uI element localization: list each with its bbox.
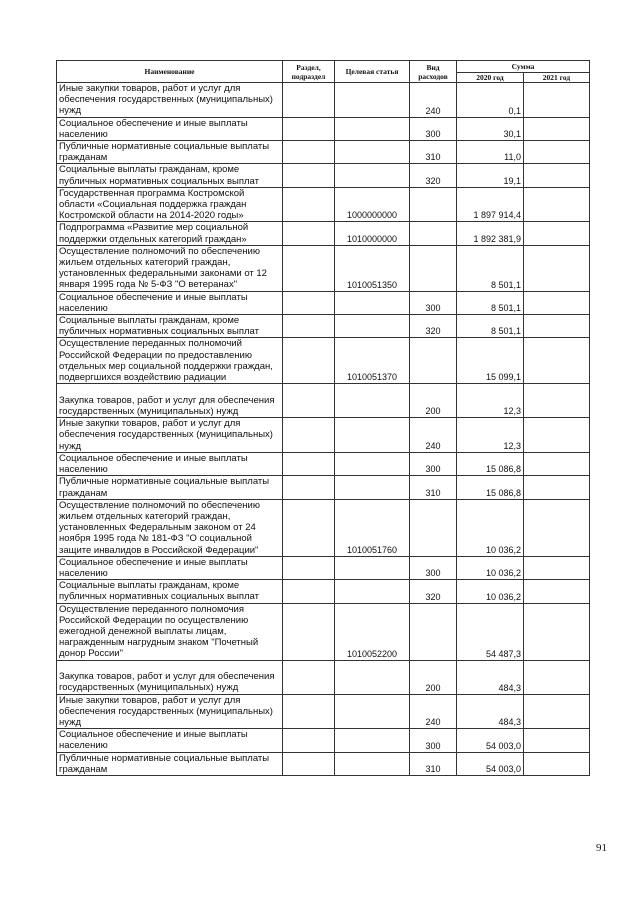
table-row xyxy=(57,499,590,556)
table-header xyxy=(57,61,590,83)
row-sum-2020: 15 086,8 xyxy=(457,476,524,499)
row-section xyxy=(283,187,335,222)
row-sum-2021 xyxy=(524,603,590,660)
row-section xyxy=(283,245,335,291)
table-row xyxy=(57,418,590,453)
row-name: Подпрограмма «Развитие мер социальной поддержки отдельных категорий граждан» xyxy=(57,222,283,245)
row-sum-2021 xyxy=(524,452,590,475)
row-section xyxy=(283,418,335,453)
row-section xyxy=(283,499,335,556)
row-name: Социальное обеспечение и иные выплаты населению xyxy=(57,729,283,752)
row-sum-2020: 10 036,2 xyxy=(457,580,524,603)
row-sum-2020: 0,1 xyxy=(457,83,524,118)
table-row xyxy=(57,476,590,499)
row-sum-2021 xyxy=(524,187,590,222)
row-sum-2021 xyxy=(524,141,590,164)
row-expense-type xyxy=(410,603,457,660)
row-name: Социальное обеспечение и иные выплаты населению xyxy=(57,452,283,475)
row-sum-2020: 10 036,2 xyxy=(457,499,524,556)
row-expense-type: 310 xyxy=(410,141,457,164)
table-row xyxy=(57,556,590,579)
header-year-2020: 2020 год xyxy=(457,73,524,83)
row-sum-2021 xyxy=(524,729,590,752)
table-row xyxy=(57,83,590,118)
table-row xyxy=(57,117,590,140)
row-expense-type: 240 xyxy=(410,83,457,118)
table-row xyxy=(57,315,590,338)
table-row xyxy=(57,164,590,187)
row-target xyxy=(335,580,410,603)
table-row xyxy=(57,580,590,603)
row-target xyxy=(335,452,410,475)
row-name: Государственная программа Костромской области «Социальная поддержка граждан Костромской области на 2014-2020 годы» xyxy=(57,187,283,222)
row-target: 1010052200 xyxy=(335,603,410,660)
row-sum-2021 xyxy=(524,556,590,579)
row-sum-2021 xyxy=(524,660,590,694)
row-section xyxy=(283,729,335,752)
row-name: Осуществление полномочий по обеспечению жильем отдельных категорий граждан, установленных федеральными законами от 12 января 1995 года № 5-ФЗ "О ветеранах" xyxy=(57,245,283,291)
row-expense-type: 200 xyxy=(410,660,457,694)
budget-table xyxy=(56,60,590,776)
row-sum-2021 xyxy=(524,499,590,556)
row-expense-type: 300 xyxy=(410,291,457,314)
row-sum-2021 xyxy=(524,384,590,418)
row-section xyxy=(283,476,335,499)
row-sum-2020: 54 003,0 xyxy=(457,752,524,775)
row-section xyxy=(283,660,335,694)
row-expense-type: 320 xyxy=(410,580,457,603)
table-row xyxy=(57,752,590,775)
row-target xyxy=(335,694,410,729)
row-sum-2021 xyxy=(524,222,590,245)
row-sum-2021 xyxy=(524,580,590,603)
row-expense-type: 300 xyxy=(410,117,457,140)
row-target xyxy=(335,752,410,775)
row-section xyxy=(283,580,335,603)
row-sum-2020: 10 036,2 xyxy=(457,556,524,579)
row-sum-2020: 1 892 381,9 xyxy=(457,222,524,245)
row-section xyxy=(283,222,335,245)
row-target xyxy=(335,729,410,752)
row-sum-2021 xyxy=(524,117,590,140)
row-name: Иные закупки товаров, работ и услуг для обеспечения государственных (муниципальных) нужд xyxy=(57,83,283,118)
row-sum-2021 xyxy=(524,338,590,384)
row-name: Социальное обеспечение и иные выплаты населению xyxy=(57,556,283,579)
row-name: Публичные нормативные социальные выплаты гражданам xyxy=(57,476,283,499)
row-target xyxy=(335,556,410,579)
row-expense-type: 310 xyxy=(410,476,457,499)
row-sum-2020: 8 501,1 xyxy=(457,291,524,314)
row-sum-2021 xyxy=(524,694,590,729)
table-row xyxy=(57,338,590,384)
row-sum-2020: 8 501,1 xyxy=(457,315,524,338)
row-expense-type xyxy=(410,187,457,222)
row-section xyxy=(283,556,335,579)
row-name: Социальное обеспечение и иные выплаты населению xyxy=(57,117,283,140)
row-name: Социальное обеспечение и иные выплаты населению xyxy=(57,291,283,314)
page-number: 91 xyxy=(596,842,607,854)
table-row xyxy=(57,222,590,245)
row-sum-2021 xyxy=(524,164,590,187)
row-section xyxy=(283,315,335,338)
row-target xyxy=(335,164,410,187)
row-name: Осуществление переданного полномочия Российской Федерации по осуществлению ежегодной денежной выплаты лицам, награжденным нагрудным знаком "Почетный донор России" xyxy=(57,603,283,660)
row-sum-2020: 12,3 xyxy=(457,384,524,418)
row-target: 1010051350 xyxy=(335,245,410,291)
row-sum-2021 xyxy=(524,315,590,338)
row-expense-type xyxy=(410,338,457,384)
row-section xyxy=(283,603,335,660)
row-expense-type: 320 xyxy=(410,315,457,338)
row-target: 1000000000 xyxy=(335,187,410,222)
row-expense-type xyxy=(410,245,457,291)
row-target xyxy=(335,660,410,694)
row-target xyxy=(335,83,410,118)
row-target xyxy=(335,476,410,499)
row-expense-type: 300 xyxy=(410,556,457,579)
row-expense-type: 200 xyxy=(410,384,457,418)
header-target: Целевая статья xyxy=(335,61,410,83)
row-name: Иные закупки товаров, работ и услуг для обеспечения государственных (муниципальных) нужд xyxy=(57,694,283,729)
row-sum-2020: 15 086,8 xyxy=(457,452,524,475)
row-sum-2020: 54 003,0 xyxy=(457,729,524,752)
row-sum-2021 xyxy=(524,476,590,499)
table-row xyxy=(57,245,590,291)
row-name: Социальные выплаты гражданам, кроме публичных нормативных социальных выплат xyxy=(57,580,283,603)
row-target: 1010051760 xyxy=(335,499,410,556)
row-sum-2021 xyxy=(524,291,590,314)
row-expense-type: 320 xyxy=(410,164,457,187)
row-sum-2021 xyxy=(524,752,590,775)
row-section xyxy=(283,83,335,118)
row-section xyxy=(283,752,335,775)
header-year-2021: 2021 год xyxy=(524,73,590,83)
row-name: Закупка товаров, работ и услуг для обеспечения государственных (муниципальных) нужд xyxy=(57,660,283,694)
row-name: Публичные нормативные социальные выплаты гражданам xyxy=(57,752,283,775)
row-name: Закупка товаров, работ и услуг для обеспечения государственных (муниципальных) нужд xyxy=(57,384,283,418)
table-row xyxy=(57,694,590,729)
row-name: Социальные выплаты гражданам, кроме публичных нормативных социальных выплат xyxy=(57,164,283,187)
table-row xyxy=(57,187,590,222)
row-section xyxy=(283,694,335,729)
row-sum-2021 xyxy=(524,245,590,291)
row-name: Социальные выплаты гражданам, кроме публичных нормативных социальных выплат xyxy=(57,315,283,338)
row-section xyxy=(283,452,335,475)
row-expense-type: 300 xyxy=(410,452,457,475)
row-target xyxy=(335,291,410,314)
table-row xyxy=(57,291,590,314)
row-expense-type: 300 xyxy=(410,729,457,752)
row-section xyxy=(283,164,335,187)
row-target xyxy=(335,315,410,338)
row-section xyxy=(283,384,335,418)
row-section xyxy=(283,291,335,314)
row-sum-2021 xyxy=(524,418,590,453)
table-row xyxy=(57,141,590,164)
row-sum-2020: 19,1 xyxy=(457,164,524,187)
row-name: Осуществление переданных полномочий Российской Федерации по предоставлению отдельных мер социальной поддержки граждан, подвергшихся воздействию радиации xyxy=(57,338,283,384)
row-sum-2020: 8 501,1 xyxy=(457,245,524,291)
header-section: Раздел, подраздел xyxy=(283,61,335,83)
row-section xyxy=(283,338,335,384)
row-section xyxy=(283,141,335,164)
row-expense-type: 240 xyxy=(410,418,457,453)
header-sum: Сумма xyxy=(457,61,590,73)
row-expense-type: 310 xyxy=(410,752,457,775)
row-target: 1010051370 xyxy=(335,338,410,384)
row-expense-type: 240 xyxy=(410,694,457,729)
table-body xyxy=(57,83,590,776)
row-section xyxy=(283,117,335,140)
row-target xyxy=(335,117,410,140)
row-expense-type xyxy=(410,499,457,556)
row-sum-2021 xyxy=(524,83,590,118)
header-expense-type: Вид расходов xyxy=(410,61,457,83)
row-sum-2020: 15 099,1 xyxy=(457,338,524,384)
row-target xyxy=(335,141,410,164)
row-sum-2020: 1 897 914,4 xyxy=(457,187,524,222)
row-sum-2020: 54 487,3 xyxy=(457,603,524,660)
table-row xyxy=(57,452,590,475)
table-row xyxy=(57,729,590,752)
table-row xyxy=(57,603,590,660)
row-name: Осуществление полномочий по обеспечению жильем отдельных категорий граждан, установленных Федеральным законом от 24 ноября 1995 года № 181-ФЗ "О социальной защите инвалидов в Российской Федерации" xyxy=(57,499,283,556)
row-name: Иные закупки товаров, работ и услуг для обеспечения государственных (муниципальных) нужд xyxy=(57,418,283,453)
row-target: 1010000000 xyxy=(335,222,410,245)
table-row xyxy=(57,660,590,694)
table-row xyxy=(57,384,590,418)
row-expense-type xyxy=(410,222,457,245)
row-sum-2020: 484,3 xyxy=(457,660,524,694)
row-target xyxy=(335,384,410,418)
row-name: Публичные нормативные социальные выплаты гражданам xyxy=(57,141,283,164)
row-target xyxy=(335,418,410,453)
row-sum-2020: 12,3 xyxy=(457,418,524,453)
header-name: Наименование xyxy=(57,61,283,83)
row-sum-2020: 30,1 xyxy=(457,117,524,140)
row-sum-2020: 484,3 xyxy=(457,694,524,729)
row-sum-2020: 11,0 xyxy=(457,141,524,164)
